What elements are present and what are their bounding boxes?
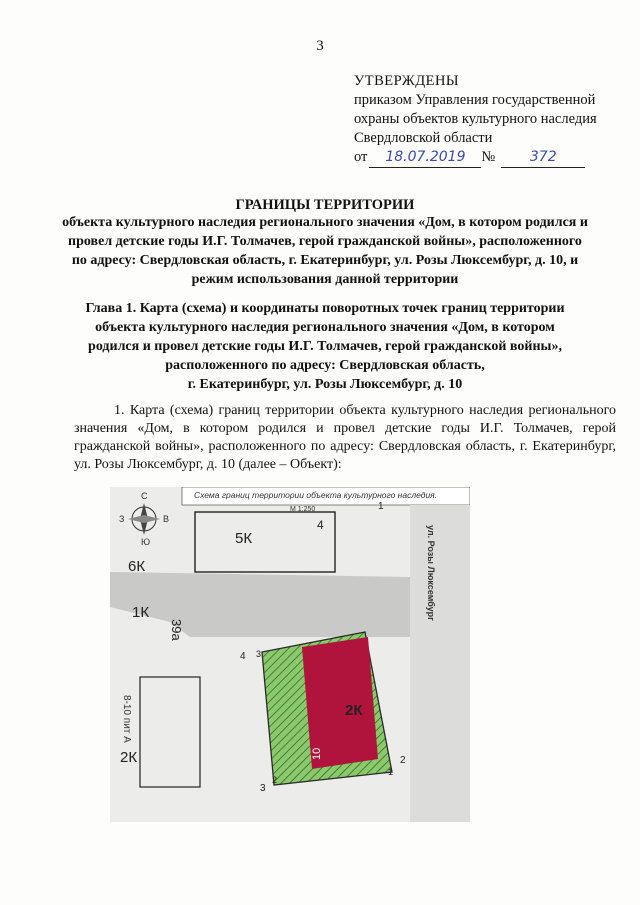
building-2k-left-label: 2К — [120, 749, 138, 766]
compass-south: Ю — [141, 537, 151, 547]
point-label-2: 2 — [400, 755, 406, 766]
corner-label-2: 2 — [272, 775, 278, 785]
chapter-line: объекта культурного наследия регионального значения «Дом, в котором — [95, 320, 555, 335]
corner-label-3: 3 — [256, 649, 262, 659]
approval-number: 372 — [501, 148, 585, 168]
compass-east: В — [163, 514, 170, 524]
street-area — [410, 505, 470, 822]
date-prefix: от — [354, 149, 368, 165]
street-label: ул. Розы Люксембург — [426, 525, 436, 621]
chapter-line: родился и провел детские годы И.Г. Толмачев, герой гражданской войны», — [88, 339, 562, 354]
approval-line: Свердловской области — [354, 130, 493, 146]
map-title: Схема границ территории объекта культурного наследия. — [194, 490, 438, 500]
point-label-1: 1 — [378, 501, 384, 512]
label-39a: 39а — [169, 619, 184, 641]
approval-date: 18.07.2019 — [369, 148, 481, 168]
point-label-4: 4 — [240, 651, 246, 662]
chapter-heading — [60, 299, 590, 394]
approval-line: охраны объектов культурного наследия — [354, 111, 597, 127]
approval-title: УТВЕРЖДЕНЫ — [354, 73, 460, 89]
map-svg — [110, 487, 470, 822]
body-paragraph — [74, 402, 616, 474]
approval-date-line — [354, 148, 634, 168]
building-1k-label: 1К — [132, 604, 150, 621]
chapter-line: Глава 1. Карта (схема) и координаты поворотных точек границ территории — [85, 301, 565, 316]
point-label-3: 3 — [260, 783, 266, 794]
map-scheme — [110, 487, 470, 822]
approval-block — [354, 72, 634, 168]
building-2k-main-label: 2К — [345, 702, 363, 719]
building-6k-label: 6К — [128, 558, 146, 575]
corner-label-1: 1 — [388, 767, 394, 777]
compass-west: З — [119, 514, 125, 524]
compass-north: С — [141, 491, 148, 501]
page-number: 3 — [316, 38, 324, 54]
building-number-4: 4 — [317, 518, 324, 532]
building-number-10: 10 — [311, 747, 323, 760]
building-5k-label: 5К — [235, 530, 253, 547]
number-prefix: № — [481, 149, 496, 165]
paragraph-text: 1. Карта (схема) границ территории объекта культурного наследия регионального значения «Дом, в котором родился и провел детские годы И.Г. Толмачев, герой гражданской войны», расположенного по адресу: Свердловская область, г. Екатеринбург, ул. Розы Люксембург, д. 10 (далее – Объект): — [74, 403, 616, 472]
map-scale: М 1:250 — [290, 506, 316, 513]
chapter-line: расположенного по адресу: Свердловская область, — [165, 358, 485, 373]
document-subtitle: объекта культурного наследия регионального значения «Дом, в котором родился и провел детские годы И.Г. Толмачев, герой гражданской войны», расположенного по адресу: Свердловская область, г. Екатеринбург, ул. Розы Люксембург, д. 10, и режим использования данной территории — [62, 215, 588, 287]
chapter-line: г. Екатеринбург, ул. Розы Люксембург, д. 10 — [187, 377, 463, 392]
document-title: ГРАНИЦЫ ТЕРРИТОРИИ — [235, 197, 415, 213]
side-label: 8-10 пит А — [121, 695, 132, 743]
approval-line: приказом Управления государственной — [354, 92, 596, 108]
